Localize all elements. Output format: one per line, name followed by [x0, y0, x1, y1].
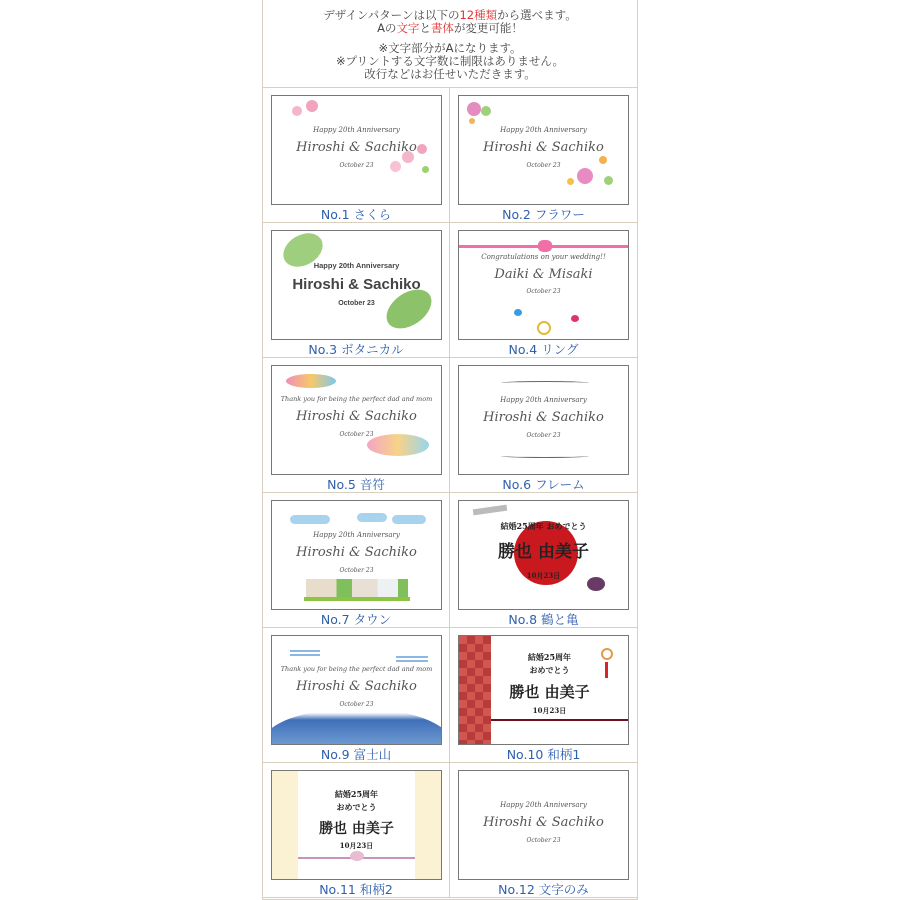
sakura-flower-icon — [306, 100, 318, 112]
names-text: Daiki & Misaki — [494, 267, 593, 282]
design-preview-card[interactable] — [271, 500, 442, 610]
flower-icon — [481, 106, 491, 116]
design-preview-card[interactable] — [458, 500, 629, 610]
names-text: Hiroshi & Sachiko — [296, 679, 417, 694]
greeting-text: 結婚25周年 — [334, 789, 379, 799]
bird-icon — [571, 315, 579, 322]
greeting-text: Thank you for being the perfect dad and mom — [280, 665, 433, 673]
names-text: Hiroshi & Sachiko — [483, 410, 604, 425]
date-text: October 23 — [339, 162, 374, 169]
names-text: Hiroshi & Sachiko — [296, 545, 417, 560]
date-text: October 23 — [526, 162, 561, 169]
greeting-text: 結婚25周年 — [527, 652, 572, 662]
header-highlight: 12種類 — [459, 8, 498, 22]
names-text: Hiroshi & Sachiko — [296, 140, 417, 155]
greeting-text: Thank you for being the perfect dad and mom — [280, 395, 433, 403]
flower-icon — [467, 102, 481, 116]
date-text: October 23 — [339, 567, 374, 574]
header-text: Aの — [377, 21, 397, 35]
design-preview-card[interactable] — [271, 770, 442, 880]
header-highlight: 文字 — [396, 21, 420, 35]
design-option[interactable] — [450, 358, 637, 493]
sakura-flower-icon — [292, 106, 302, 116]
greeting-text: おめでとう — [336, 802, 377, 812]
design-preview-card[interactable] — [458, 770, 629, 880]
greeting-text: Happy 20th Anniversary — [313, 126, 400, 134]
design-option[interactable] — [450, 88, 637, 223]
date-text: October 23 — [526, 837, 561, 844]
greeting-text: Happy 20th Anniversary — [500, 801, 587, 809]
design-option[interactable] — [263, 88, 450, 223]
note-text: 改行などはお任せいただきます。 — [364, 67, 536, 81]
town-buildings-icon — [306, 579, 408, 597]
flower-icon — [577, 168, 593, 184]
cloud-icon — [290, 515, 330, 524]
header-text: デザインパターンは以下の — [323, 8, 460, 22]
ring-icon — [537, 321, 551, 335]
design-preview-card[interactable] — [458, 635, 629, 745]
names-text: 勝也 由美子 — [498, 542, 589, 562]
design-option[interactable] — [263, 763, 450, 898]
design-preview-card[interactable] — [271, 635, 442, 745]
design-label[interactable]: No.4 リング — [508, 342, 579, 357]
greeting-text: Happy 20th Anniversary — [500, 396, 587, 404]
names-text: 勝也 由美子 — [319, 821, 394, 837]
greeting-text: Happy 20th Anniversary — [313, 261, 400, 270]
header-text: から選べます。 — [497, 8, 577, 22]
cloud-icon — [357, 513, 387, 522]
cloud-icon — [396, 656, 428, 662]
header-notice — [263, 0, 637, 88]
design-option[interactable] — [450, 493, 637, 628]
date-text: October 23 — [339, 431, 374, 438]
mount-fuji-icon — [271, 708, 442, 745]
note-text: ※プリントする文字数に制限はありません。 — [335, 54, 565, 68]
date-text: October 23 — [338, 300, 375, 307]
design-label[interactable]: No.3 ボタニカル — [308, 342, 404, 357]
header-text: が変更可能！ — [453, 21, 523, 35]
names-text: 勝也 由美子 — [509, 683, 590, 701]
knot-icon — [350, 851, 364, 861]
greeting-text: おめでとう — [529, 665, 570, 675]
design-preview-card[interactable] — [458, 95, 629, 205]
cloud-icon — [290, 650, 320, 656]
design-preview-card[interactable] — [271, 95, 442, 205]
design-preview-card[interactable] — [271, 365, 442, 475]
names-text: Hiroshi & Sachiko — [483, 140, 604, 155]
flower-icon — [567, 178, 574, 185]
design-preview-card[interactable] — [458, 365, 629, 475]
design-label[interactable]: No.10 和柄1 — [506, 747, 581, 762]
greeting-text: Happy 20th Anniversary — [500, 126, 587, 134]
date-text: 10月23日 — [526, 571, 561, 580]
flower-icon — [469, 118, 475, 124]
design-label[interactable]: No.6 フレーム — [502, 477, 585, 492]
names-text: Hiroshi & Sachiko — [483, 815, 604, 830]
header-text: と — [419, 21, 431, 35]
note-text: ※文字部分がAになります。 — [378, 41, 522, 55]
names-text: Hiroshi & Sachiko — [296, 409, 417, 424]
design-label[interactable]: No.2 フラワー — [502, 207, 585, 222]
design-preview-card[interactable] — [458, 230, 629, 340]
date-text: 10月23日 — [532, 706, 567, 715]
design-label[interactable]: No.7 タウン — [320, 612, 392, 627]
design-option[interactable] — [450, 763, 637, 898]
design-option[interactable] — [263, 358, 450, 493]
design-option[interactable] — [450, 628, 637, 763]
crane-icon — [473, 505, 508, 516]
names-text: Hiroshi & Sachiko — [292, 276, 421, 293]
design-label[interactable]: No.5 音符 — [327, 477, 385, 492]
design-pattern-panel — [262, 0, 638, 900]
date-text: October 23 — [526, 288, 561, 295]
design-option[interactable] — [450, 223, 637, 358]
greeting-text: Congratulations on your wedding!! — [481, 253, 606, 261]
design-label[interactable]: No.12 文字のみ — [498, 882, 589, 897]
design-label[interactable]: No.11 和柄2 — [319, 882, 393, 897]
design-option[interactable] — [263, 628, 450, 763]
design-grid — [263, 88, 637, 898]
design-option[interactable] — [263, 493, 450, 628]
date-text: October 23 — [526, 432, 561, 439]
greeting-text: 結婚25周年 おめでとう — [500, 521, 587, 531]
cloud-icon — [392, 515, 426, 524]
design-label[interactable]: No.8 鶴と亀 — [508, 612, 579, 627]
design-option[interactable] — [263, 223, 450, 358]
japanese-pattern-band — [459, 636, 491, 745]
date-text: October 23 — [339, 701, 374, 708]
ornament-bottom-icon — [501, 454, 589, 458]
design-label[interactable]: No.1 さくら — [320, 207, 392, 222]
grass-strip — [304, 597, 410, 601]
music-notes-icon — [286, 374, 336, 388]
date-text: 10月23日 — [339, 841, 374, 850]
ornament-top-icon — [501, 381, 589, 385]
bow-icon — [538, 240, 552, 252]
design-label[interactable]: No.9 富士山 — [320, 747, 392, 762]
flower-icon — [604, 176, 613, 185]
bird-icon — [514, 309, 522, 316]
design-preview-card[interactable] — [271, 230, 442, 340]
red-line — [491, 719, 628, 721]
greeting-text: Happy 20th Anniversary — [313, 531, 400, 539]
header-highlight: 書体 — [430, 21, 454, 35]
